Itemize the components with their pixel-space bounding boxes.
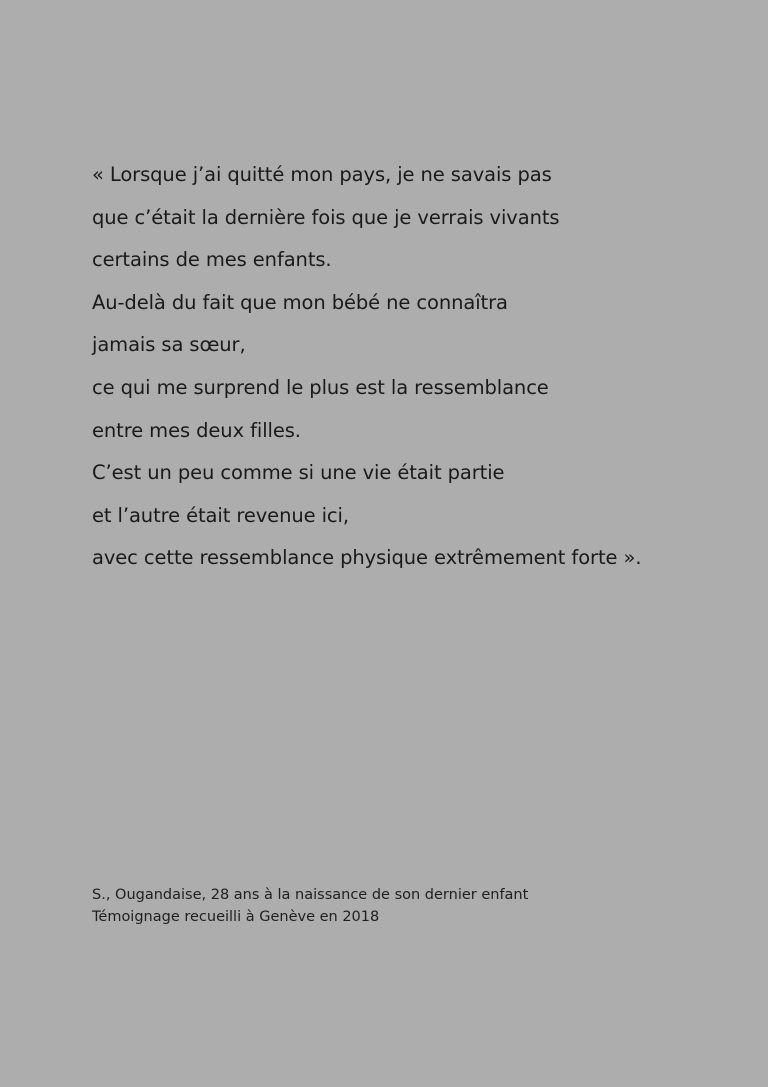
quote-line: C’est un peu comme si une vie était partie <box>92 461 505 485</box>
quote-line: certains de mes enfants. <box>92 248 332 272</box>
quote-line: Au-delà du fait que mon bébé ne connaîtra <box>92 290 508 314</box>
quote-line: et l’autre était revenue ici, <box>92 503 349 527</box>
attribution-source: Témoignage recueilli à Genève en 2018 <box>92 909 380 925</box>
quote-line: « Lorsque j’ai quitté mon pays, je ne savais pas <box>92 163 552 186</box>
quote-line: jamais sa sœur, <box>92 333 246 357</box>
quote-line: que c’était la dernière fois que je verrais vivants <box>92 205 560 229</box>
testimony-quote <box>92 154 732 580</box>
quote-line: ce qui me surprend le plus est la ressemblance <box>92 375 549 399</box>
quote-line: entre mes deux filles. <box>92 418 301 442</box>
attribution-author: S., Ougandaise, 28 ans à la naissance de son dernier enfant <box>92 887 529 903</box>
quote-line: avec cette ressemblance physique extrêmement forte ». <box>92 546 642 570</box>
attribution <box>92 884 692 928</box>
